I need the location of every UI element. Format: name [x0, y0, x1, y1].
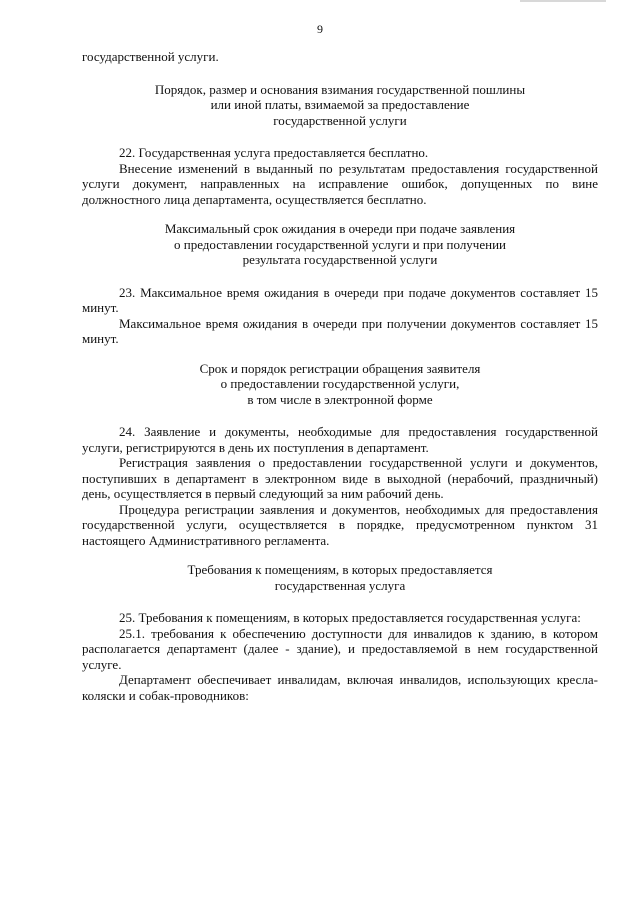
- scan-edge-mark: [520, 0, 606, 2]
- paragraph-23-receipt: Максимальное время ожидания в очереди при получении документов составляет 15 минут.: [82, 315, 598, 346]
- heading-line: государственная услуга: [274, 577, 406, 593]
- heading-line: о предоставлении государственной услуги и при получении: [174, 236, 506, 252]
- heading-line: Порядок, размер и основания взимания государственной пошлины: [154, 81, 526, 97]
- section-heading-fee: [82, 82, 598, 129]
- section-heading-premises: [82, 562, 598, 593]
- heading-line: или иной платы, взимаемой за предоставление: [210, 97, 470, 112]
- paragraph-25-1: 25.1. требования к обеспечению доступности для инвалидов к зданию, в котором располагается департамент (далее - здание), и предоставляемой в нем государственной услуге.: [82, 625, 598, 672]
- paragraph-22-amendments: Внесение изменений в выданный по результатам предоставления государственной услуги документ, направленных на исправление ошибок, допущенных по вине должностного лица департамента, осуществляется бесплатно.: [82, 160, 598, 207]
- heading-line: Требования к помещениям, в которых предоставляется: [187, 562, 493, 577]
- paragraph-continuation: государственной услуги.: [82, 49, 219, 64]
- page-number: 9: [317, 22, 323, 36]
- paragraph-23: 23. Максимальное время ожидания в очереди при подаче документов составляет 15 минут.: [82, 284, 598, 315]
- document-body: [82, 49, 598, 703]
- paragraph-24-procedure: Процедура регистрации заявления и документов, необходимых для предоставления государственной услуги, осуществляется в порядке, предусмотренном пунктом 31 настоящего Административного регламента.: [82, 501, 598, 548]
- section-heading-queue: [82, 221, 598, 268]
- paragraph-22: 22. Государственная услуга предоставляется бесплатно.: [119, 145, 429, 160]
- section-heading-registration: [82, 361, 598, 408]
- heading-line: результата государственной услуги: [242, 252, 438, 267]
- paragraph-25-1-provision: Департамент обеспечивает инвалидам, включая инвалидов, использующих кресла-коляски и собак-проводников:: [82, 672, 598, 703]
- heading-line: Срок и порядок регистрации обращения заявителя: [199, 360, 481, 376]
- heading-line: Максимальный срок ожидания в очереди при подаче заявления: [164, 221, 516, 236]
- heading-line: о предоставлении государственной услуги,: [220, 376, 460, 391]
- paragraph-24: 24. Заявление и документы, необходимые для предоставления государственной услуги, регистрируются в день их поступления в департамент.: [82, 424, 598, 455]
- paragraph-24-electronic: Регистрация заявления о предоставлении государственной услуги и документов, поступивших в департамент в электронном виде в выходной (нерабочий, праздничный) день, осуществляется в первый следующий за ним рабочий день.: [82, 455, 598, 501]
- paragraph-25: 25. Требования к помещениям, в которых предоставляется государственная услуга:: [119, 610, 581, 625]
- heading-line: государственной услуги: [273, 112, 407, 128]
- heading-line: в том числе в электронной форме: [247, 391, 433, 407]
